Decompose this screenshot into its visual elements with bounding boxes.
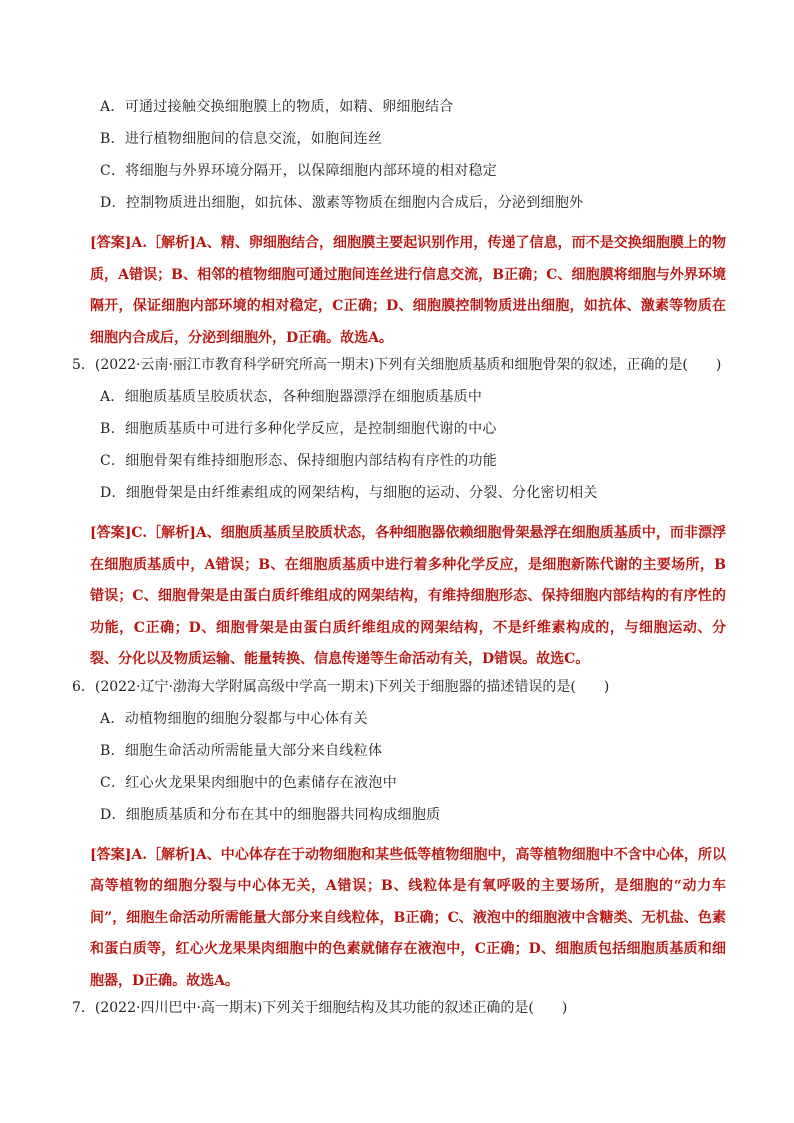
option-5a: A．细胞质基质呈胶质状态，各种细胞器漂浮在细胞质基质中 [100,389,483,405]
option-4b: B．进行植物细胞间的信息交流，如胞间连丝 [100,131,383,147]
question-7: 7．(2022·四川巴中·高一期末)下列关于细胞结构及其功能的叙述正确的是( ) [72,1000,568,1016]
option-6d: D．细胞质基质和分布在其中的细胞器共同构成细胞质 [100,806,441,823]
option-4a: A．可通过接触交换细胞膜上的物质，如精、卵细胞结合 [100,99,454,115]
option-6c: C．红心火龙果果肉细胞中的色素储存在液泡中 [100,774,398,791]
question-6: 6．(2022·辽宁·渤海大学附属高级中学高一期末)下列关于细胞器的描述错误的是( ) [72,678,610,695]
option-5b: B．细胞质基质中可进行多种化学反应，是控制细胞代谢的中心 [100,421,497,437]
document-content [72,98,726,1031]
question-5: 5．(2022·云南·丽江市教育科学研究所高一期末)下列有关细胞质基质和细胞骨架的叙述，正确的是( ) [72,357,722,373]
option-6b: B．细胞生命活动所需能量大部分来自线粒体 [100,742,383,759]
answer-explanation-5: [答案]C.［解析]A、细胞质基质呈胶质状态，各种细胞器依赖细胞骨架悬浮在细胞质基质中，而非漂浮在细胞质基质中，A错误；B、在细胞质基质中进行着多种化学反应，是细胞新陈代谢的主要场所，B错误；C、细胞骨架是由蛋白质纤维组成的网架结构，有维持细胞形态、保持细胞内部结构的有序性的功能，C正确；D、细胞骨架是由蛋白质纤维组成的网架结构，不是纤维素构成的，与细胞运动、分裂、分化以及物质运输、能量转换、信息传递等生命活动有关，D错误。故选C。 [90,525,726,667]
option-4d: D．控制物质进出细胞，如抗体、激素等物质在细胞内合成后，分泌到细胞外 [100,195,584,211]
answer-explanation-4: [答案]A.［解析]A、精、卵细胞结合，细胞膜主要起识别作用，传递了信息，而不是交换细胞膜上的物质，A错误；B、相邻的植物细胞可通过胞间连丝进行信息交流，B正确；C、细胞膜将细胞与外界环境隔开，保证细胞内部环境的相对稳定，C正确；D、细胞膜控制物质进出细胞，如抗体、激素等物质在细胞内合成后，分泌到细胞外，D正确。故选A。 [90,235,726,346]
option-4c: C．将细胞与外界环境分隔开，以保障细胞内部环境的相对稳定 [100,163,498,179]
option-5d: D．细胞骨架是由纤维素组成的网架结构，与细胞的运动、分裂、分化密切相关 [100,485,598,501]
option-5c: C．细胞骨架有维持细胞形态、保持细胞内部结构有序性的功能 [100,453,498,469]
answer-explanation-6: [答案]A.［解析]A、中心体存在于动物细胞和某些低等植物细胞中，高等植物细胞中不含中心体，所以高等植物的细胞分裂与中心体无关，A错误；B、线粒体是有氧呼吸的主要场所，是细胞的“动力车间”，细胞生命活动所需能量大部分来自线粒体，B正确；C、液泡中的细胞液中含糖类、无机盐、色素和蛋白质等，红心火龙果果肉细胞中的色素就储存在液泡中，C正确；D、细胞质包括细胞质基质和细胞器，D正确。故选A。 [90,846,726,989]
option-6a: A．动植物细胞的细胞分裂都与中心体有关 [100,710,368,727]
